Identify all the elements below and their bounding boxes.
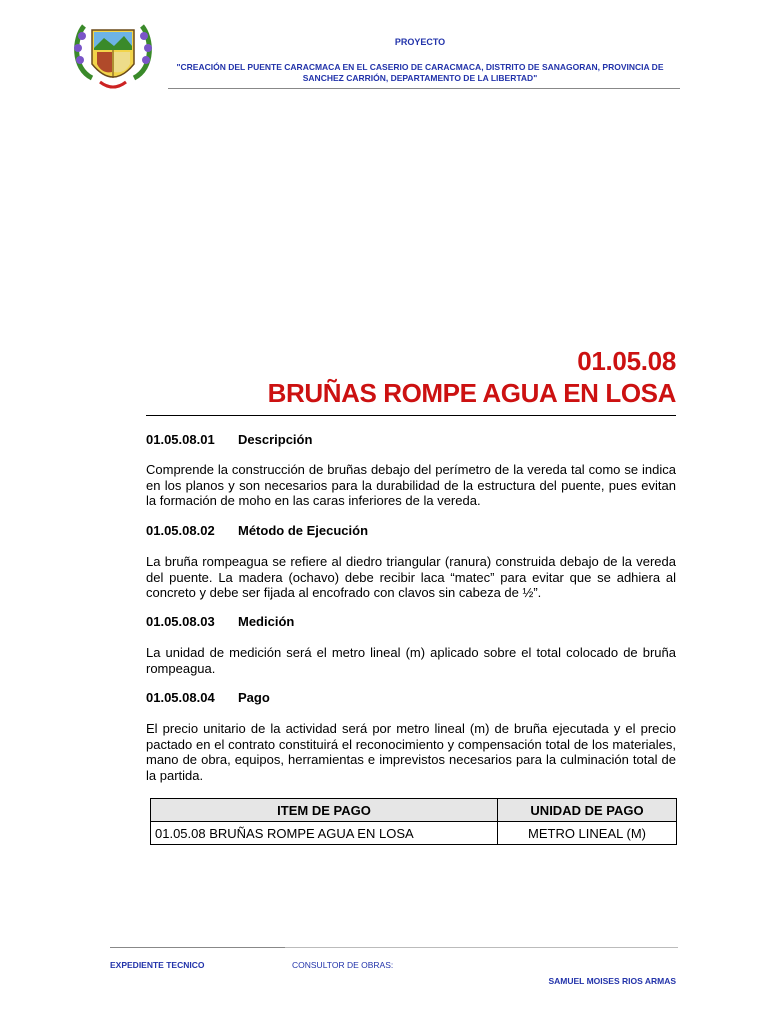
subsection-heading-medicion xyxy=(146,614,294,629)
subsection-title: Medición xyxy=(238,614,295,629)
header-project-title: "CREACIÓN DEL PUENTE CARACMACA EN EL CASERIO DE CARACMACA, DISTRITO DE SANAGORAN, PROVINCIA DE SANCHEZ CARRIÓN, DEPARTAMENTO DE LA LIBERTAD" xyxy=(176,62,664,83)
subsection-text-metodo: La bruña rompeagua se refiere al diedro triangular (ranura) construida debajo de la vereda del puente. La madera (ochavo) debe recibir laca “matec” para evitar que se adhiera al concreto y debe ser fijada al encofrado con clavos sin cabeza de ½”. xyxy=(146,554,676,600)
table-cell-item: 01.05.08 BRUÑAS ROMPE AGUA EN LOSA xyxy=(151,822,498,845)
table-header-item: ITEM DE PAGO xyxy=(151,799,498,822)
footer-divider-left xyxy=(110,947,285,948)
table-header-row xyxy=(151,799,677,822)
subsection-text-descripcion: Comprende la construcción de bruñas debajo del perímetro de la vereda tal como se indica en los planos y son necesarios para la durabilidad de la estructura del puente, pues evitan la formación de moho en las caras inferiores de la vereda. xyxy=(146,462,676,508)
municipal-coat-of-arms-logo xyxy=(70,16,156,96)
header-proyecto-label: PROYECTO xyxy=(394,37,446,47)
section-code: 01.05.08 xyxy=(577,346,676,376)
subsection-title: Pago xyxy=(238,690,270,705)
subsection-number: 01.05.08.04 xyxy=(146,690,215,705)
pago-table xyxy=(150,798,677,845)
subsection-title: Descripción xyxy=(238,432,313,447)
table-header-unidad: UNIDAD DE PAGO xyxy=(498,799,677,822)
subsection-number: 01.05.08.03 xyxy=(146,614,215,629)
header-divider xyxy=(168,88,680,89)
footer-expediente: EXPEDIENTE TECNICO xyxy=(110,960,205,970)
section-title: BRUÑAS ROMPE AGUA EN LOSA xyxy=(267,378,676,408)
subsection-heading-pago xyxy=(146,690,270,705)
table-row xyxy=(151,822,677,845)
section-divider xyxy=(146,415,676,416)
footer-divider-right xyxy=(285,947,678,948)
subsection-number: 01.05.08.02 xyxy=(146,523,215,538)
subsection-text-medicion: La unidad de medición será el metro lineal (m) aplicado sobre el total colocado de bruña rompeagua. xyxy=(146,645,676,676)
subsection-number: 01.05.08.01 xyxy=(146,432,215,447)
subsection-heading-metodo xyxy=(146,523,368,538)
subsection-text-pago: El precio unitario de la actividad será por metro lineal (m) de bruña ejecutada y el precio pactado en el contrato constituirá el reconocimiento y compensación total de los materiales, mano de obra, equipos, herramientas e imprevistos necesarios para la culminación total de la partida. xyxy=(146,721,676,783)
footer-consultor-name: SAMUEL MOISES RIOS ARMAS xyxy=(548,976,676,986)
subsection-title: Método de Ejecución xyxy=(238,523,369,538)
footer-consultor-label: CONSULTOR DE OBRAS: xyxy=(292,960,394,970)
subsection-heading-descripcion xyxy=(146,432,312,447)
table-cell-unidad: METRO LINEAL (M) xyxy=(498,822,677,845)
